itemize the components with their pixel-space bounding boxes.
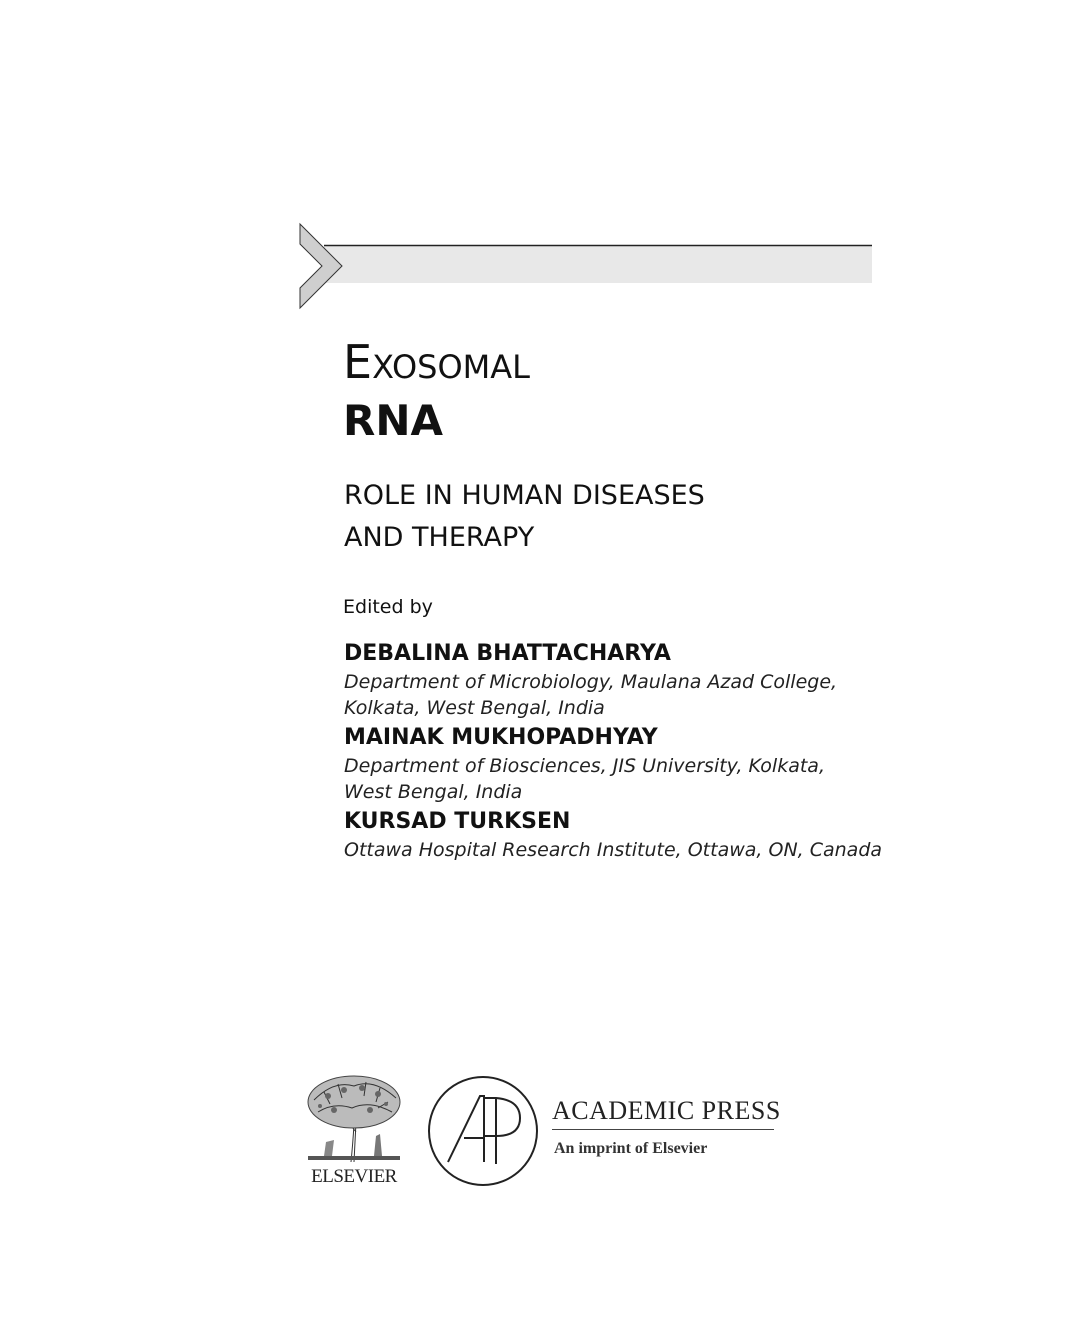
editor-name: MAINAK MUKHOPADHYAY <box>344 725 658 750</box>
chevron-banner-icon <box>298 222 872 310</box>
affiliation-line: Department of Microbiology, Maulana Azad College, <box>344 671 838 693</box>
book-title-line1: Exosomal <box>343 335 530 389</box>
edited-by-label: Edited by <box>343 596 433 618</box>
editor-entry <box>344 723 904 805</box>
editor-name: DEBALINA BHATTACHARYA <box>344 641 671 666</box>
divider <box>552 1129 774 1130</box>
affiliation-line: Ottawa Hospital Research Institute, Ottawa, ON, Canada <box>344 839 883 861</box>
imprint-tagline: An imprint of Elsevier <box>554 1140 708 1157</box>
subtitle-line1: ROLE IN HUMAN DISEASES <box>344 480 705 511</box>
affiliation-line: Kolkata, West Bengal, India <box>344 697 605 719</box>
ap-circle-logo <box>426 1074 540 1188</box>
academic-press-name: ACADEMIC PRESS <box>552 1096 781 1125</box>
editor-affiliation <box>344 837 904 863</box>
affiliation-line: Department of Biosciences, JIS University, Kolkata, <box>344 755 825 777</box>
editors-list <box>344 639 904 865</box>
editor-affiliation <box>344 669 904 721</box>
affiliation-line: West Bengal, India <box>344 781 523 803</box>
book-title-line2: RNA <box>343 396 443 445</box>
publisher-block <box>304 1072 784 1192</box>
editor-entry <box>344 807 904 863</box>
subtitle-line2: AND THERAPY <box>344 522 535 553</box>
elsevier-wordmark: ELSEVIER <box>311 1166 397 1187</box>
editor-entry <box>344 639 904 721</box>
book-subtitle <box>344 475 705 559</box>
editor-affiliation <box>344 753 904 805</box>
editor-name: KURSAD TURKSEN <box>344 809 571 834</box>
